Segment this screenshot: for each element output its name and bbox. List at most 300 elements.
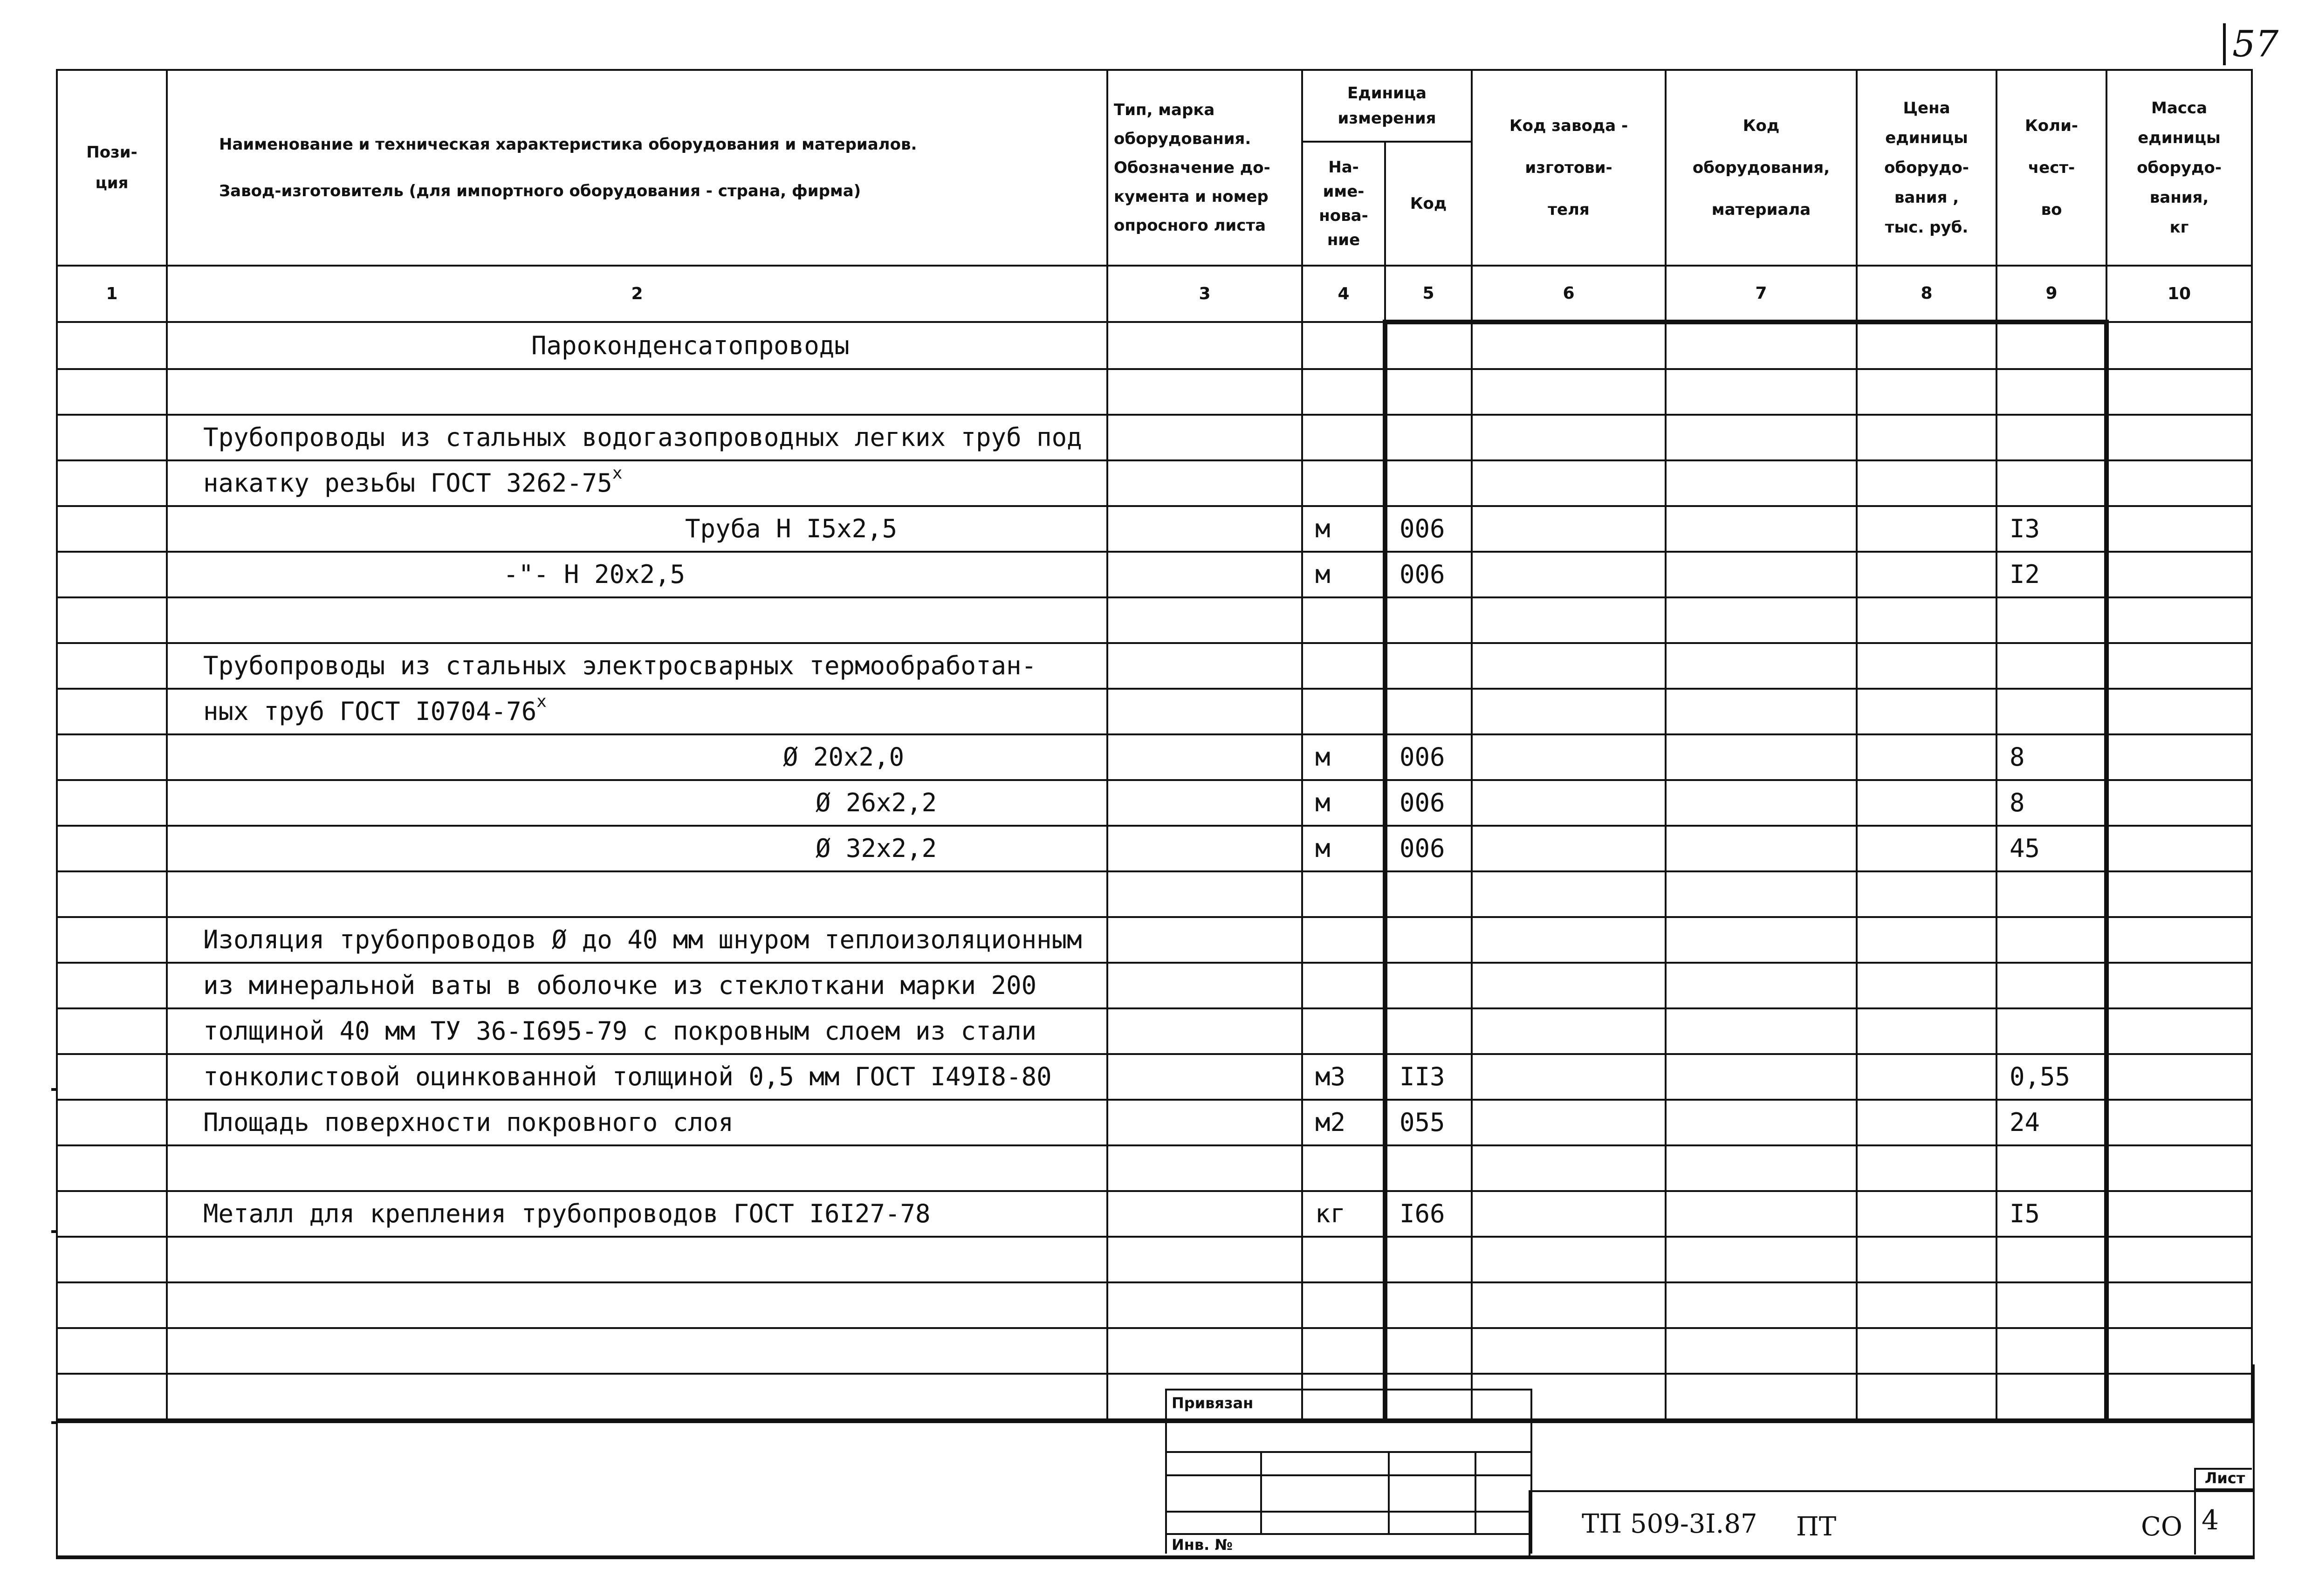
unit-code-cell bbox=[1385, 1145, 1472, 1191]
price-cell bbox=[1857, 1145, 1996, 1191]
item-name: накатку резьбы ГОСТ 3262-75 bbox=[203, 468, 612, 498]
price-cell bbox=[1857, 689, 1996, 734]
price-cell bbox=[1857, 1100, 1996, 1145]
equipment-code-cell bbox=[1666, 552, 1857, 597]
equipment-code-cell bbox=[1666, 917, 1857, 963]
position-cell bbox=[57, 597, 167, 643]
type-cell bbox=[1107, 1191, 1302, 1237]
unit-name-cell bbox=[1302, 1237, 1385, 1282]
mass-cell bbox=[2106, 1191, 2252, 1237]
document-stage: СО bbox=[2141, 1512, 2182, 1542]
unit-name-cell bbox=[1302, 963, 1385, 1008]
item-name-cell bbox=[167, 1008, 1107, 1054]
equipment-code-cell bbox=[1666, 643, 1857, 689]
item-name-cell bbox=[167, 1145, 1107, 1191]
unit-name-cell bbox=[1302, 415, 1385, 460]
type-cell bbox=[1107, 1054, 1302, 1100]
equipment-code-cell bbox=[1666, 506, 1857, 552]
item-name-cell bbox=[167, 1100, 1107, 1145]
position-cell bbox=[57, 1054, 167, 1100]
quantity-cell bbox=[1996, 917, 2106, 963]
price-cell bbox=[1857, 780, 1996, 826]
plant-code-cell bbox=[1472, 643, 1666, 689]
unit-code-cell bbox=[1385, 643, 1472, 689]
item-name-cell bbox=[167, 871, 1107, 917]
price-cell bbox=[1857, 1282, 1996, 1328]
unit-code-cell: I66 bbox=[1385, 1191, 1472, 1237]
equipment-code-cell bbox=[1666, 689, 1857, 734]
position-cell bbox=[57, 1282, 167, 1328]
plant-code-cell bbox=[1472, 369, 1666, 415]
item-name: Пароконденсатопроводы bbox=[531, 330, 850, 360]
plant-code-cell bbox=[1472, 322, 1666, 369]
equipment-code-cell bbox=[1666, 1100, 1857, 1145]
item-name: Площадь поверхности покровного слоя bbox=[203, 1108, 734, 1137]
header-name: Наименование и техническая характеристика оборудования и материалов. Завод-изготовитель (для импортного оборудования - страна, фирма) bbox=[167, 70, 1107, 266]
unit-code-cell bbox=[1385, 1008, 1472, 1054]
type-cell bbox=[1107, 322, 1302, 369]
plant-code-cell bbox=[1472, 1054, 1666, 1100]
quantity-cell: 8 bbox=[1996, 780, 2106, 826]
mass-cell bbox=[2106, 369, 2252, 415]
column-number: 2 bbox=[167, 266, 1107, 322]
header-equipment-code: Код оборудования, материала bbox=[1666, 70, 1857, 266]
header-type: Тип, марка оборудования. Обозначение до- кумента и номер опросного листа bbox=[1107, 70, 1302, 266]
header-unit-code: Код bbox=[1385, 142, 1472, 266]
equipment-code-cell bbox=[1666, 322, 1857, 369]
mass-cell bbox=[2106, 460, 2252, 506]
plant-code-cell bbox=[1472, 917, 1666, 963]
price-cell bbox=[1857, 597, 1996, 643]
sheet-corner-number: 57 bbox=[2223, 23, 2288, 65]
table-row bbox=[57, 1054, 2252, 1100]
plant-code-cell bbox=[1472, 597, 1666, 643]
item-name-cell bbox=[167, 369, 1107, 415]
type-cell bbox=[1107, 643, 1302, 689]
price-cell bbox=[1857, 322, 1996, 369]
unit-code-cell: 006 bbox=[1385, 734, 1472, 780]
item-name-cell bbox=[167, 963, 1107, 1008]
item-name-cell bbox=[167, 1237, 1107, 1282]
unit-name-cell bbox=[1302, 322, 1385, 369]
column-number: 9 bbox=[1996, 266, 2106, 322]
item-name: Труба Н I5х2,5 bbox=[685, 514, 898, 543]
column-number: 3 bbox=[1107, 266, 1302, 322]
equipment-code-cell bbox=[1666, 780, 1857, 826]
item-name: -"- Н 20х2,5 bbox=[503, 560, 686, 589]
table-row bbox=[57, 871, 2252, 917]
item-name: из минеральной ваты в оболочке из стеклоткани марки 200 bbox=[203, 971, 1037, 1000]
quantity-cell bbox=[1996, 415, 2106, 460]
header-unit-name: На- име- нова- ние bbox=[1302, 142, 1385, 266]
equipment-code-cell bbox=[1666, 415, 1857, 460]
position-cell bbox=[57, 643, 167, 689]
equipment-code-cell bbox=[1666, 1191, 1857, 1237]
type-cell bbox=[1107, 1008, 1302, 1054]
plant-code-cell bbox=[1472, 826, 1666, 871]
equipment-code-cell bbox=[1666, 963, 1857, 1008]
price-cell bbox=[1857, 1008, 1996, 1054]
table-row bbox=[57, 369, 2252, 415]
type-cell bbox=[1107, 826, 1302, 871]
type-cell bbox=[1107, 597, 1302, 643]
quantity-cell bbox=[1996, 322, 2106, 369]
unit-name-cell: м bbox=[1302, 780, 1385, 826]
plant-code-cell bbox=[1472, 871, 1666, 917]
type-cell bbox=[1107, 552, 1302, 597]
type-cell bbox=[1107, 1100, 1302, 1145]
plant-code-cell bbox=[1472, 1145, 1666, 1191]
mass-cell bbox=[2106, 963, 2252, 1008]
mass-cell bbox=[2106, 1100, 2252, 1145]
position-cell bbox=[57, 917, 167, 963]
price-cell bbox=[1857, 415, 1996, 460]
quantity-cell: 8 bbox=[1996, 734, 2106, 780]
mass-cell bbox=[2106, 1008, 2252, 1054]
plant-code-cell bbox=[1472, 780, 1666, 826]
type-cell bbox=[1107, 963, 1302, 1008]
header-unit-group: Единица измерения bbox=[1302, 70, 1472, 142]
column-number: 7 bbox=[1666, 266, 1857, 322]
mass-cell bbox=[2106, 1145, 2252, 1191]
plant-code-cell bbox=[1472, 415, 1666, 460]
quantity-cell bbox=[1996, 871, 2106, 917]
header-quantity: Коли- чест- во bbox=[1996, 70, 2106, 266]
item-name-cell bbox=[167, 1191, 1107, 1237]
price-cell bbox=[1857, 734, 1996, 780]
mass-cell bbox=[2106, 780, 2252, 826]
price-cell bbox=[1857, 1054, 1996, 1100]
type-cell bbox=[1107, 780, 1302, 826]
position-cell bbox=[57, 1191, 167, 1237]
item-name: Трубопроводы из стальных электросварных термообработан- bbox=[203, 651, 1037, 680]
plant-code-cell bbox=[1472, 1282, 1666, 1328]
plant-code-cell bbox=[1472, 506, 1666, 552]
position-cell bbox=[57, 506, 167, 552]
unit-code-cell bbox=[1385, 597, 1472, 643]
quantity-cell: I2 bbox=[1996, 552, 2106, 597]
unit-name-cell bbox=[1302, 643, 1385, 689]
type-cell bbox=[1107, 369, 1302, 415]
mass-cell bbox=[2106, 917, 2252, 963]
table-row bbox=[57, 597, 2252, 643]
equipment-code-cell bbox=[1666, 1282, 1857, 1328]
bound-label: Привязан bbox=[1172, 1394, 1254, 1412]
equipment-code-cell bbox=[1666, 734, 1857, 780]
unit-code-cell: 006 bbox=[1385, 552, 1472, 597]
quantity-cell bbox=[1996, 369, 2106, 415]
position-cell bbox=[57, 1008, 167, 1054]
mass-cell bbox=[2106, 689, 2252, 734]
plant-code-cell bbox=[1472, 1008, 1666, 1054]
margin-tick bbox=[51, 1088, 58, 1091]
mass-cell bbox=[2106, 643, 2252, 689]
unit-code-cell bbox=[1385, 369, 1472, 415]
column-number: 10 bbox=[2106, 266, 2252, 322]
table-row bbox=[57, 1145, 2252, 1191]
column-number: 5 bbox=[1385, 266, 1472, 322]
unit-code-cell bbox=[1385, 415, 1472, 460]
unit-code-cell bbox=[1385, 460, 1472, 506]
stamp-line bbox=[1260, 1451, 1262, 1535]
header-plant-code: Код завода - изготови- теля bbox=[1472, 70, 1666, 266]
item-name: тонколистовой оцинкованной толщиной 0,5 мм ГОСТ I49I8-80 bbox=[203, 1062, 1052, 1091]
unit-name-cell: м bbox=[1302, 552, 1385, 597]
stamp-line bbox=[1475, 1451, 1476, 1535]
quantity-cell bbox=[1996, 963, 2106, 1008]
unit-name-cell bbox=[1302, 1145, 1385, 1191]
price-cell bbox=[1857, 917, 1996, 963]
plant-code-cell bbox=[1472, 963, 1666, 1008]
unit-code-cell bbox=[1385, 963, 1472, 1008]
unit-code-cell bbox=[1385, 322, 1472, 369]
item-name-cell bbox=[167, 322, 1107, 369]
unit-name-cell: м bbox=[1302, 506, 1385, 552]
table-row bbox=[57, 917, 2252, 963]
specification-table bbox=[56, 69, 2253, 1423]
position-cell bbox=[57, 1145, 167, 1191]
unit-code-cell bbox=[1385, 1282, 1472, 1328]
mass-cell bbox=[2106, 322, 2252, 369]
margin-tick bbox=[51, 1230, 58, 1233]
plant-code-cell bbox=[1472, 552, 1666, 597]
mass-cell bbox=[2106, 871, 2252, 917]
unit-name-cell bbox=[1302, 871, 1385, 917]
unit-code-cell: 006 bbox=[1385, 506, 1472, 552]
equipment-code-cell bbox=[1666, 1145, 1857, 1191]
item-name: толщиной 40 мм ТУ 36-I695-79 с покровным слоем из стали bbox=[203, 1016, 1037, 1046]
equipment-code-cell bbox=[1666, 460, 1857, 506]
quantity-cell bbox=[1996, 597, 2106, 643]
item-name-cell bbox=[167, 597, 1107, 643]
type-cell bbox=[1107, 689, 1302, 734]
equipment-code-cell bbox=[1666, 597, 1857, 643]
unit-name-cell: м bbox=[1302, 826, 1385, 871]
table-row bbox=[57, 689, 2252, 734]
header-position: Пози- ция bbox=[57, 70, 167, 266]
table-row bbox=[57, 826, 2252, 871]
plant-code-cell bbox=[1472, 1100, 1666, 1145]
unit-code-cell bbox=[1385, 917, 1472, 963]
type-cell bbox=[1107, 460, 1302, 506]
mass-cell bbox=[2106, 552, 2252, 597]
document-code: ТП 509-3I.87 bbox=[1582, 1509, 1757, 1539]
table-row bbox=[57, 1282, 2252, 1328]
price-cell bbox=[1857, 552, 1996, 597]
unit-name-cell bbox=[1302, 1282, 1385, 1328]
price-cell bbox=[1857, 963, 1996, 1008]
quantity-cell bbox=[1996, 643, 2106, 689]
table-row bbox=[57, 734, 2252, 780]
type-cell bbox=[1107, 917, 1302, 963]
quantity-cell: 45 bbox=[1996, 826, 2106, 871]
table-row bbox=[57, 1100, 2252, 1145]
position-cell bbox=[57, 1237, 167, 1282]
quantity-cell bbox=[1996, 1237, 2106, 1282]
position-cell bbox=[57, 689, 167, 734]
unit-name-cell: м3 bbox=[1302, 1054, 1385, 1100]
quantity-cell bbox=[1996, 689, 2106, 734]
position-cell bbox=[57, 415, 167, 460]
margin-tick bbox=[51, 1421, 58, 1424]
unit-code-cell: 055 bbox=[1385, 1100, 1472, 1145]
item-name-cell bbox=[167, 1054, 1107, 1100]
position-cell bbox=[57, 552, 167, 597]
sheet-label: Лист bbox=[2196, 1468, 2254, 1490]
item-name: Ø 20х2,0 bbox=[783, 742, 905, 772]
header-price: Цена единицы оборудо- вания , тыс. руб. bbox=[1857, 70, 1996, 266]
table-row bbox=[57, 1008, 2252, 1054]
type-cell bbox=[1107, 734, 1302, 780]
unit-name-cell: кг bbox=[1302, 1191, 1385, 1237]
table-row bbox=[57, 415, 2252, 460]
item-name: Ø 32х2,2 bbox=[816, 834, 937, 863]
position-cell bbox=[57, 369, 167, 415]
item-name-cell bbox=[167, 689, 1107, 734]
mass-cell bbox=[2106, 1282, 2252, 1328]
mass-cell bbox=[2106, 415, 2252, 460]
plant-code-cell bbox=[1472, 1191, 1666, 1237]
unit-name-cell bbox=[1302, 689, 1385, 734]
unit-code-cell bbox=[1385, 689, 1472, 734]
table-row bbox=[57, 460, 2252, 506]
item-name: Металл для крепления трубопроводов ГОСТ I6I27-78 bbox=[203, 1199, 931, 1228]
type-cell bbox=[1107, 871, 1302, 917]
equipment-code-cell bbox=[1666, 1237, 1857, 1282]
price-cell bbox=[1857, 506, 1996, 552]
item-name-cell bbox=[167, 460, 1107, 506]
binding-stamp bbox=[1165, 1389, 1532, 1554]
position-cell bbox=[57, 1100, 167, 1145]
table-row bbox=[57, 963, 2252, 1008]
unit-code-cell: 006 bbox=[1385, 780, 1472, 826]
equipment-code-cell bbox=[1666, 1008, 1857, 1054]
item-name-cell bbox=[167, 552, 1107, 597]
table-row bbox=[57, 506, 2252, 552]
price-cell bbox=[1857, 460, 1996, 506]
item-name-cell bbox=[167, 780, 1107, 826]
unit-code-cell: 006 bbox=[1385, 826, 1472, 871]
unit-name-cell bbox=[1302, 1008, 1385, 1054]
item-name: Ø 26х2,2 bbox=[816, 788, 937, 817]
unit-name-cell: м bbox=[1302, 734, 1385, 780]
header-mass: Масса единицы оборудо- вания, кг bbox=[2106, 70, 2252, 266]
sheet-number-box bbox=[2194, 1468, 2254, 1555]
unit-name-cell bbox=[1302, 369, 1385, 415]
equipment-code-cell bbox=[1666, 871, 1857, 917]
mass-cell bbox=[2106, 1054, 2252, 1100]
unit-name-cell bbox=[1302, 917, 1385, 963]
inventory-number-label: Инв. № bbox=[1172, 1536, 1233, 1554]
type-cell bbox=[1107, 1237, 1302, 1282]
table-row bbox=[57, 780, 2252, 826]
mass-cell bbox=[2106, 734, 2252, 780]
plant-code-cell bbox=[1472, 1237, 1666, 1282]
table-row bbox=[57, 552, 2252, 597]
specification-body bbox=[57, 322, 2252, 1421]
column-number: 1 bbox=[57, 266, 167, 322]
mass-cell bbox=[2106, 506, 2252, 552]
plant-code-cell bbox=[1472, 460, 1666, 506]
item-name-cell bbox=[167, 917, 1107, 963]
position-cell bbox=[57, 460, 167, 506]
item-name-cell bbox=[167, 506, 1107, 552]
column-number: 8 bbox=[1857, 266, 1996, 322]
document-section: ПТ bbox=[1796, 1512, 1837, 1542]
item-name-superscript: x bbox=[536, 692, 547, 711]
mass-cell bbox=[2106, 1237, 2252, 1282]
equipment-code-cell bbox=[1666, 1054, 1857, 1100]
item-name-cell bbox=[167, 415, 1107, 460]
unit-code-cell bbox=[1385, 871, 1472, 917]
unit-code-cell bbox=[1385, 1237, 1472, 1282]
quantity-cell bbox=[1996, 1145, 2106, 1191]
document-designation-cell bbox=[1529, 1490, 2255, 1556]
type-cell bbox=[1107, 415, 1302, 460]
mass-cell bbox=[2106, 826, 2252, 871]
type-cell bbox=[1107, 1145, 1302, 1191]
unit-name-cell bbox=[1302, 460, 1385, 506]
item-name: ных труб ГОСТ I0704-76 bbox=[203, 697, 537, 726]
quantity-cell: 0,55 bbox=[1996, 1054, 2106, 1100]
item-name-cell bbox=[167, 734, 1107, 780]
table-row bbox=[57, 1237, 2252, 1282]
position-cell bbox=[57, 322, 167, 369]
price-cell bbox=[1857, 1191, 1996, 1237]
item-name-cell bbox=[167, 826, 1107, 871]
quantity-cell bbox=[1996, 1282, 2106, 1328]
quantity-cell bbox=[1996, 460, 2106, 506]
price-cell bbox=[1857, 826, 1996, 871]
table-row bbox=[57, 1191, 2252, 1237]
position-cell bbox=[57, 826, 167, 871]
stamp-line bbox=[1388, 1451, 1390, 1535]
price-cell bbox=[1857, 1237, 1996, 1282]
quantity-cell bbox=[1996, 1008, 2106, 1054]
equipment-code-cell bbox=[1666, 826, 1857, 871]
unit-name-cell: м2 bbox=[1302, 1100, 1385, 1145]
sheet-value: 4 bbox=[2202, 1504, 2219, 1536]
item-name: Трубопроводы из стальных водогазопроводных легких труб под bbox=[203, 423, 1082, 452]
item-name-cell bbox=[167, 1282, 1107, 1328]
price-cell bbox=[1857, 871, 1996, 917]
unit-code-cell: II3 bbox=[1385, 1054, 1472, 1100]
table-row bbox=[57, 322, 2252, 369]
unit-name-cell bbox=[1302, 597, 1385, 643]
item-name: Изоляция трубопроводов Ø до 40 мм шнуром теплоизоляционным bbox=[203, 925, 1082, 954]
quantity-cell: I5 bbox=[1996, 1191, 2106, 1237]
column-number: 6 bbox=[1472, 266, 1666, 322]
equipment-code-cell bbox=[1666, 369, 1857, 415]
type-cell bbox=[1107, 506, 1302, 552]
position-cell bbox=[57, 871, 167, 917]
column-number: 4 bbox=[1302, 266, 1385, 322]
type-cell bbox=[1107, 1282, 1302, 1328]
plant-code-cell bbox=[1472, 689, 1666, 734]
item-name-superscript: x bbox=[612, 464, 623, 483]
quantity-cell: 24 bbox=[1996, 1100, 2106, 1145]
plant-code-cell bbox=[1472, 734, 1666, 780]
position-cell bbox=[57, 963, 167, 1008]
item-name-cell bbox=[167, 643, 1107, 689]
quantity-cell: I3 bbox=[1996, 506, 2106, 552]
mass-cell bbox=[2106, 597, 2252, 643]
price-cell bbox=[1857, 643, 1996, 689]
position-cell bbox=[57, 780, 167, 826]
position-cell bbox=[57, 734, 167, 780]
table-row bbox=[57, 643, 2252, 689]
sheet-box-top-line bbox=[2194, 1468, 2252, 1470]
